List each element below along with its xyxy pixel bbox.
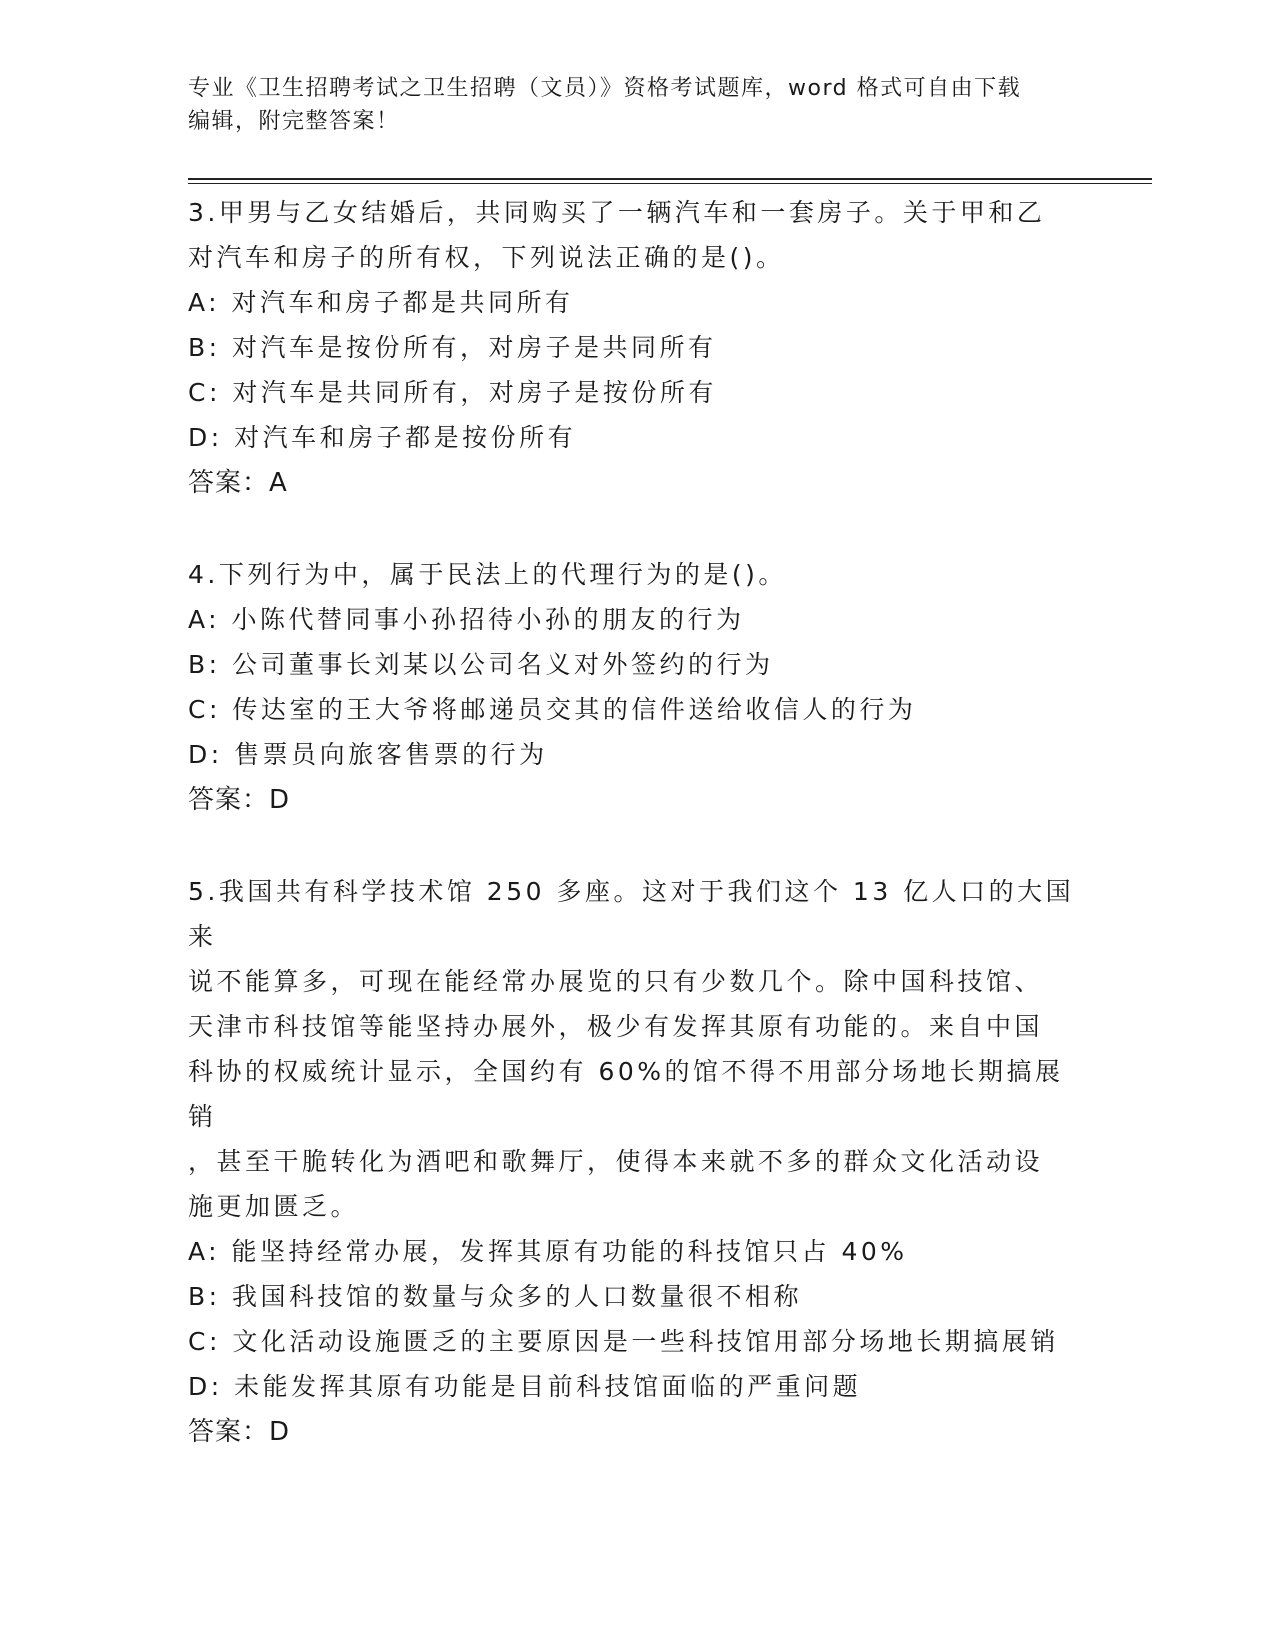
question-stem: 科协的权威统计显示，全国约有 60%的馆不得不用部分场地长期搞展销 bbox=[188, 1057, 1064, 1131]
option-b: B: 对汽车是按份所有，对房子是共同所有 bbox=[188, 333, 717, 362]
option-a: A: 能坚持经常办展，发挥其原有功能的科技馆只占 40% bbox=[188, 1237, 908, 1266]
question-list bbox=[188, 190, 1088, 1501]
header-line-2: 编辑，附完整答案！ bbox=[188, 109, 400, 134]
header-line-1: 专业《卫生招聘考试之卫生招聘（文员）》资格考试题库，word 格式可自由下载 bbox=[188, 76, 1022, 101]
option-d: D: 对汽车和房子都是按份所有 bbox=[188, 423, 577, 452]
question-stem: 3.甲男与乙女结婚后，共同购买了一辆汽车和一套房子。关于甲和乙 bbox=[188, 198, 1046, 227]
question-stem: 4.下列行为中，属于民法上的代理行为的是()。 bbox=[188, 560, 787, 589]
question-stem: 施更加匮乏。 bbox=[188, 1192, 360, 1221]
question-3 bbox=[188, 190, 1088, 506]
answer: 答案：D bbox=[188, 785, 291, 815]
answer: 答案：D bbox=[188, 1417, 291, 1447]
option-d: D: 未能发挥其原有功能是目前科技馆面临的严重问题 bbox=[188, 1372, 862, 1401]
option-c: C: 文化活动设施匮乏的主要原因是一些科技馆用部分场地长期搞展销 bbox=[188, 1327, 1059, 1356]
option-c: C: 对汽车是共同所有，对房子是按份所有 bbox=[188, 378, 717, 407]
document-header bbox=[188, 72, 1068, 138]
option-a: A: 对汽车和房子都是共同所有 bbox=[188, 288, 574, 317]
option-b: B: 我国科技馆的数量与众多的人口数量很不相称 bbox=[188, 1282, 803, 1311]
question-stem: 说不能算多，可现在能经常办展览的只有少数几个。除中国科技馆、 bbox=[188, 967, 1044, 996]
question-stem: 天津市科技馆等能坚持办展外，极少有发挥其原有功能的。来自中国 bbox=[188, 1012, 1044, 1041]
question-stem: ，甚至干脆转化为酒吧和歌舞厅，使得本来就不多的群众文化活动设 bbox=[188, 1147, 1044, 1176]
question-4 bbox=[188, 552, 1088, 823]
header-rule-thick bbox=[188, 178, 1152, 180]
answer: 答案：A bbox=[188, 468, 288, 498]
option-a: A: 小陈代替同事小孙招待小孙的朋友的行为 bbox=[188, 605, 745, 634]
header-rule-thin bbox=[188, 183, 1152, 184]
question-stem: 对汽车和房子的所有权，下列说法正确的是()。 bbox=[188, 243, 785, 272]
question-stem: 5.我国共有科学技术馆 250 多座。这对于我们这个 13 亿人口的大国来 bbox=[188, 877, 1075, 951]
option-d: D: 售票员向旅客售票的行为 bbox=[188, 740, 548, 769]
question-5 bbox=[188, 869, 1088, 1455]
option-c: C: 传达室的王大爷将邮递员交其的信件送给收信人的行为 bbox=[188, 695, 917, 724]
option-b: B: 公司董事长刘某以公司名义对外签约的行为 bbox=[188, 650, 774, 679]
